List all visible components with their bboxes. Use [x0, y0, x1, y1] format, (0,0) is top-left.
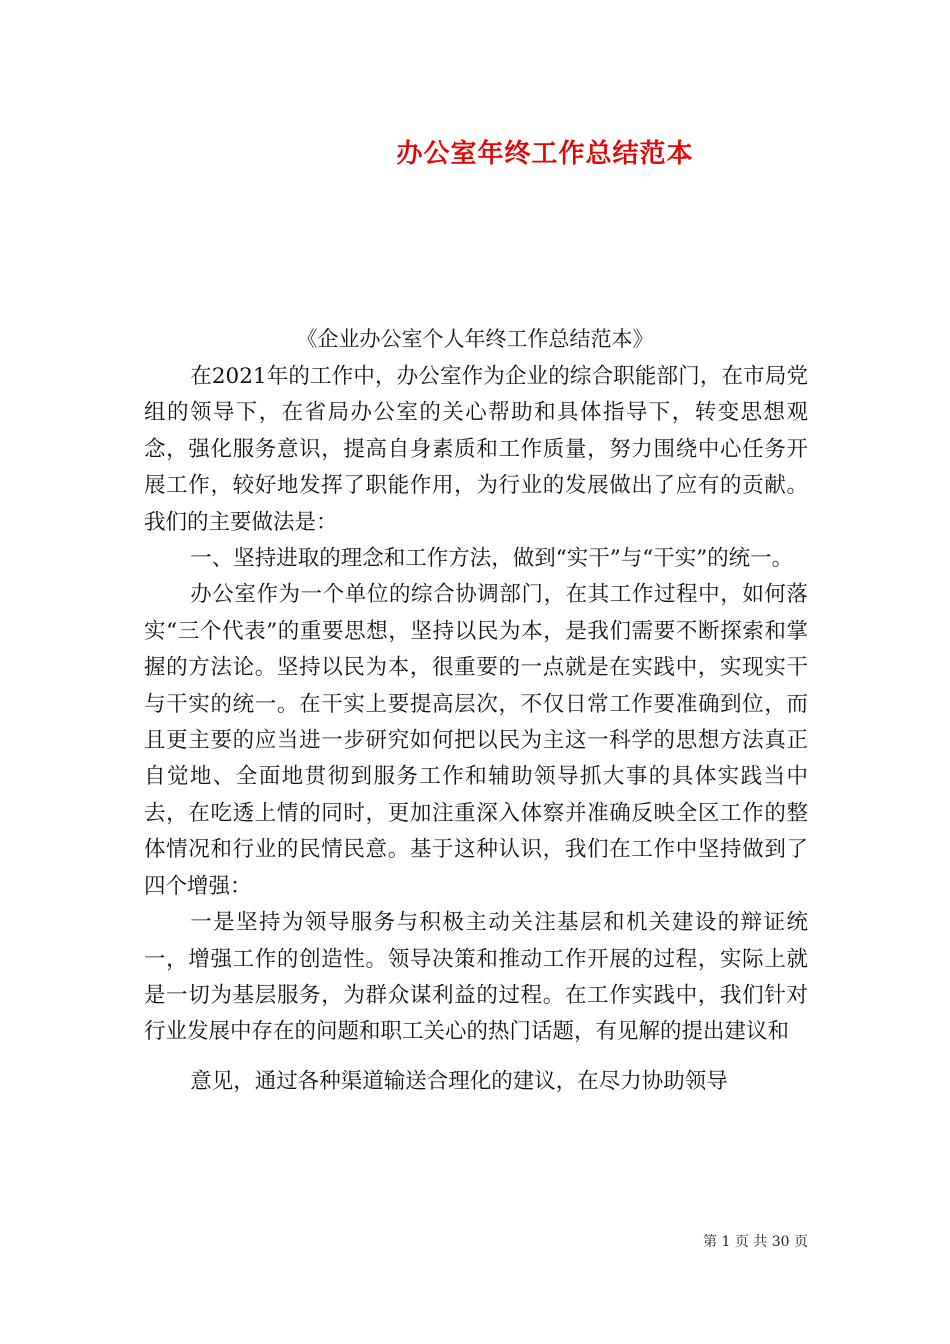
page-indicator: 第 1 页 共 30 页	[703, 1234, 808, 1250]
paragraph-intro: 在2021年的工作中，办公室作为企业的综合职能部门，在市局党组的领导下，在省局办公室的关心帮助和具体指导下，转变思想观念，强化服务意识，提高自身素质和工作质量，努力围绕中心任务开展工作，较好地发挥了职能作用，为行业的发展做出了应有的贡献。我们的主要做法是：	[144, 364, 808, 535]
document-body	[144, 359, 808, 1100]
paragraph-continuation: 意见，通过各种渠道输送合理化的建议，在尽力协助领导	[190, 1068, 728, 1094]
paragraph-section-one-heading: 一、坚持进取的理念和工作方法，做到“实干”与“干实”的统一。	[190, 546, 794, 572]
document-title: 办公室年终工作总结范本	[396, 139, 694, 169]
document-subtitle: 《企业办公室个人年终工作总结范本》	[296, 327, 654, 351]
paragraph-first-point: 一是坚持为领导服务与积极主动关注基层和机关建设的辩证统一，增强工作的创造性。领导决策和推动工作开展的过程，实际上就是一切为基层服务，为群众谋利益的过程。在工作实践中，我们针对行业发展中存在的问题和职工关心的热门话题，有见解的提出建议和	[144, 910, 808, 1045]
paragraph-office-role: 办公室作为一个单位的综合协调部门，在其工作过程中，如何落实“三个代表”的重要思想，坚持以民为本，是我们需要不断探索和掌握的方法论。坚持以民为本，很重要的一点就是在实践中，实现实干与干实的统一。在干实上要提高层次，不仅日常工作要准确到位，而且更主要的应当进一步研究如何把以民为主这一科学的思想方法真正自觉地、全面地贯彻到服务工作和辅助领导抓大事的具体实践当中去，在吃透上情的同时，更加注重深入体察并准确反映全区工作的整体情况和行业的民情民意。基于这种认识，我们在工作中坚持做到了四个增强：	[144, 582, 808, 899]
